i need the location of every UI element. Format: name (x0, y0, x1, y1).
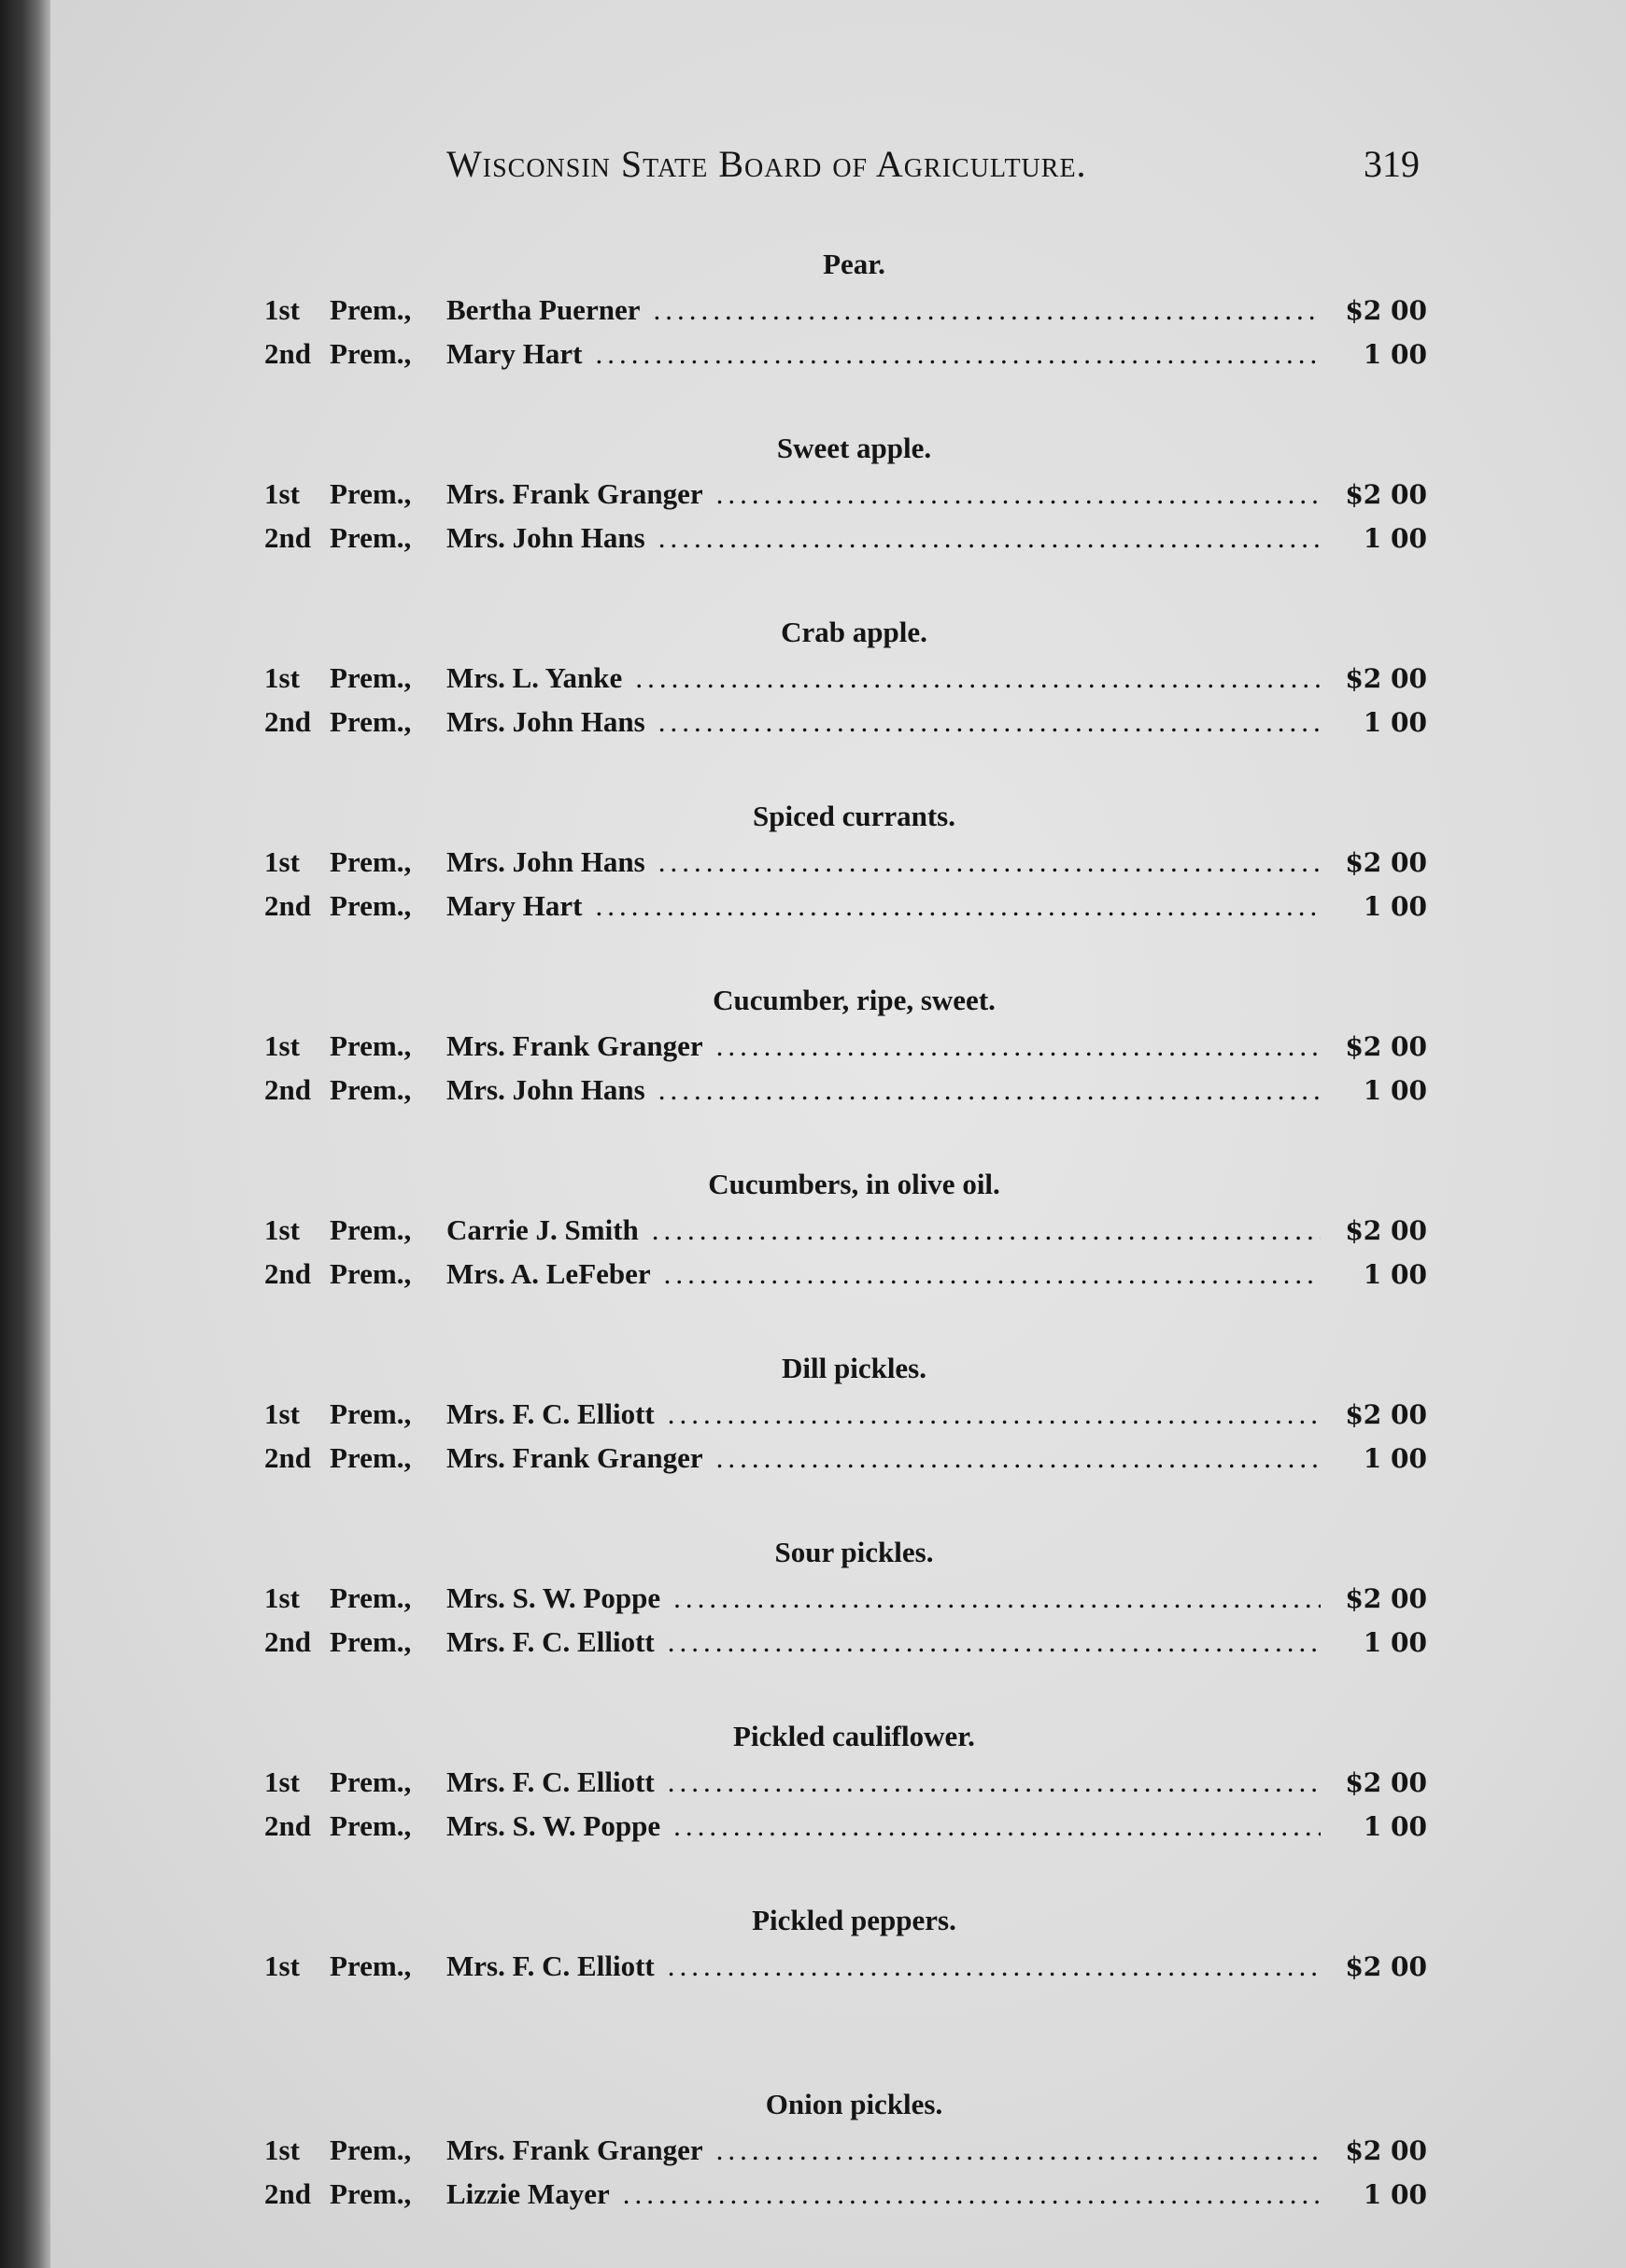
header-title: Wisconsin State Board of Agriculture. (446, 143, 1087, 185)
prem-label: Prem., (330, 1441, 412, 1474)
winner-name: Mrs. S. W. Poppe (446, 1809, 661, 1842)
winner-name: Mrs. Frank Granger (446, 1441, 703, 1474)
dot-leader (658, 700, 1321, 744)
winner-name: Mrs. Frank Granger (446, 2133, 703, 2166)
prize-row (264, 1392, 1427, 1436)
prem-label: Prem., (330, 1809, 412, 1842)
prize-amount: $2 00 (1345, 1215, 1427, 1246)
category-title: Cucumbers, in olive oil. (708, 1168, 1000, 1200)
prem-label: Prem., (330, 1213, 412, 1246)
prem-label: Prem., (330, 1073, 412, 1106)
prize-amount: $2 00 (1345, 295, 1427, 326)
prem-label: Prem., (330, 1765, 412, 1798)
prize-amount: $2 00 (1345, 479, 1427, 510)
prize-row (264, 1804, 1427, 1848)
category-title: Sweet apple. (776, 432, 932, 464)
category-title: Spiced currants. (753, 800, 955, 832)
winner-name: Mrs. F. C. Elliott (446, 1949, 655, 1982)
winner-name: Mrs. John Hans (446, 705, 645, 738)
dot-leader (716, 472, 1321, 516)
prize-place: 2nd (264, 1809, 311, 1842)
dot-leader (635, 656, 1321, 700)
prem-label: Prem., (330, 845, 412, 878)
winner-name: Mrs. F. C. Elliott (446, 1765, 655, 1798)
prize-row (264, 1760, 1427, 1804)
winner-name: Mrs. John Hans (446, 521, 645, 554)
prize-row (264, 332, 1427, 376)
prize-place: 1st (264, 1949, 300, 1982)
winner-name: Carrie J. Smith (446, 1213, 639, 1246)
prize-amount: $2 00 (1345, 1399, 1427, 1430)
prize-row (264, 288, 1427, 332)
dot-leader (716, 1024, 1321, 1068)
category-title: Crab apple. (781, 616, 927, 648)
prize-amount: $2 00 (1345, 1951, 1427, 1982)
premium-category (264, 1345, 1427, 1529)
prize-row (264, 472, 1427, 516)
dot-leader (668, 1944, 1321, 1988)
prem-label: Prem., (330, 1949, 412, 1982)
dot-leader (652, 1208, 1321, 1252)
premium-category (264, 1897, 1427, 2081)
winner-name: Mrs. Frank Granger (446, 477, 703, 510)
dot-leader (668, 1760, 1321, 1804)
prize-row (264, 1620, 1427, 1664)
dot-leader (595, 884, 1321, 928)
book-binding-edge (0, 0, 50, 2268)
prize-place: 2nd (264, 2177, 311, 2210)
prem-label: Prem., (330, 1397, 412, 1430)
prize-amount: $2 00 (1345, 663, 1427, 694)
dot-leader (668, 1620, 1321, 1664)
dot-leader (668, 1392, 1321, 1436)
winner-name: Mrs. F. C. Elliott (446, 1397, 655, 1430)
prem-label: Prem., (330, 1625, 412, 1658)
category-title: Onion pickles. (765, 2088, 943, 2120)
prem-label: Prem., (330, 2133, 412, 2166)
prize-amount: $2 00 (1345, 847, 1427, 878)
prize-amount: 1 00 (1363, 891, 1427, 922)
winner-name: Mrs. John Hans (446, 1073, 645, 1106)
dot-leader (664, 1252, 1321, 1296)
winner-name: Mrs. Frank Granger (446, 1029, 703, 1062)
prize-place: 1st (264, 1581, 300, 1614)
prem-label: Prem., (330, 477, 412, 510)
winner-name: Mary Hart (446, 337, 583, 370)
prize-row (264, 1944, 1427, 1988)
category-title: Dill pickles. (781, 1352, 926, 1384)
dot-leader (658, 1068, 1321, 1112)
prize-amount: $2 00 (1345, 1583, 1427, 1614)
prize-amount: $2 00 (1345, 1767, 1427, 1798)
prize-row (264, 2128, 1427, 2172)
winner-name: Mrs. John Hans (446, 845, 645, 878)
prize-amount: 1 00 (1363, 339, 1427, 370)
prize-place: 2nd (264, 1625, 311, 1658)
prize-amount: 1 00 (1363, 2179, 1427, 2210)
prem-label: Prem., (330, 1257, 412, 1290)
prize-amount: 1 00 (1363, 1811, 1427, 1842)
dot-leader (658, 840, 1321, 884)
prize-row (264, 656, 1427, 700)
prize-place: 1st (264, 293, 300, 326)
prize-row (264, 2172, 1427, 2216)
category-title: Pickled cauliflower. (733, 1720, 975, 1752)
prize-amount: 1 00 (1363, 523, 1427, 554)
prize-place: 1st (264, 661, 300, 694)
premium-list (264, 241, 1427, 2265)
prem-label: Prem., (330, 2177, 412, 2210)
dot-leader (658, 516, 1321, 560)
prize-row (264, 884, 1427, 928)
prem-label: Prem., (330, 705, 412, 738)
prem-label: Prem., (330, 1029, 412, 1062)
prize-place: 2nd (264, 705, 311, 738)
premium-category (264, 1529, 1427, 1713)
running-header (439, 142, 1420, 198)
prize-place: 1st (264, 845, 300, 878)
premium-category (264, 2081, 1427, 2265)
prize-amount: $2 00 (1345, 2135, 1427, 2166)
premium-category (264, 1161, 1427, 1345)
category-title: Cucumber, ripe, sweet. (713, 984, 996, 1016)
prize-place: 1st (264, 1213, 300, 1246)
dot-leader (716, 1436, 1321, 1480)
dot-leader (673, 1804, 1321, 1848)
category-title: Sour pickles. (774, 1536, 934, 1568)
dot-leader (716, 2128, 1321, 2172)
prize-row (264, 516, 1427, 560)
premium-category (264, 609, 1427, 793)
prem-label: Prem., (330, 293, 412, 326)
winner-name: Mrs. S. W. Poppe (446, 1581, 661, 1614)
prize-amount: 1 00 (1363, 1075, 1427, 1106)
dot-leader (623, 2172, 1321, 2216)
prize-amount: 1 00 (1363, 1443, 1427, 1474)
page-number: 319 (1364, 143, 1420, 185)
prize-row (264, 840, 1427, 884)
category-title: Pickled peppers. (752, 1904, 956, 1936)
prize-place: 2nd (264, 889, 311, 922)
prize-row (264, 1208, 1427, 1252)
prize-place: 2nd (264, 521, 311, 554)
prize-amount: $2 00 (1345, 1031, 1427, 1062)
prize-amount: 1 00 (1363, 1627, 1427, 1658)
premium-category (264, 977, 1427, 1161)
prize-place: 1st (264, 1029, 300, 1062)
prize-place: 2nd (264, 1073, 311, 1106)
category-title: Pear. (823, 248, 885, 280)
dot-leader (653, 288, 1321, 332)
prize-place: 1st (264, 2133, 300, 2166)
prize-place: 1st (264, 477, 300, 510)
prem-label: Prem., (330, 889, 412, 922)
prize-row (264, 1576, 1427, 1620)
prize-amount: 1 00 (1363, 707, 1427, 738)
prize-row (264, 1024, 1427, 1068)
prize-row (264, 700, 1427, 744)
winner-name: Mrs. F. C. Elliott (446, 1625, 655, 1658)
prize-place: 1st (264, 1765, 300, 1798)
prem-label: Prem., (330, 521, 412, 554)
winner-name: Mrs. L. Yanke (446, 661, 623, 694)
winner-name: Mary Hart (446, 889, 583, 922)
winner-name: Lizzie Mayer (446, 2177, 610, 2210)
premium-category (264, 793, 1427, 977)
prize-place: 2nd (264, 1257, 311, 1290)
premium-category (264, 1713, 1427, 1897)
prize-amount: 1 00 (1363, 1259, 1427, 1290)
dot-leader (595, 332, 1321, 376)
prize-place: 1st (264, 1397, 300, 1430)
prize-place: 2nd (264, 1441, 311, 1474)
prize-row (264, 1068, 1427, 1112)
prize-place: 2nd (264, 337, 311, 370)
prem-label: Prem., (330, 661, 412, 694)
prem-label: Prem., (330, 337, 412, 370)
dot-leader (673, 1576, 1321, 1620)
premium-category (264, 241, 1427, 425)
winner-name: Bertha Puerner (446, 293, 641, 326)
winner-name: Mrs. A. LeFeber (446, 1257, 651, 1290)
prize-row (264, 1252, 1427, 1296)
prem-label: Prem., (330, 1581, 412, 1614)
premium-category (264, 425, 1427, 609)
prize-row (264, 1436, 1427, 1480)
